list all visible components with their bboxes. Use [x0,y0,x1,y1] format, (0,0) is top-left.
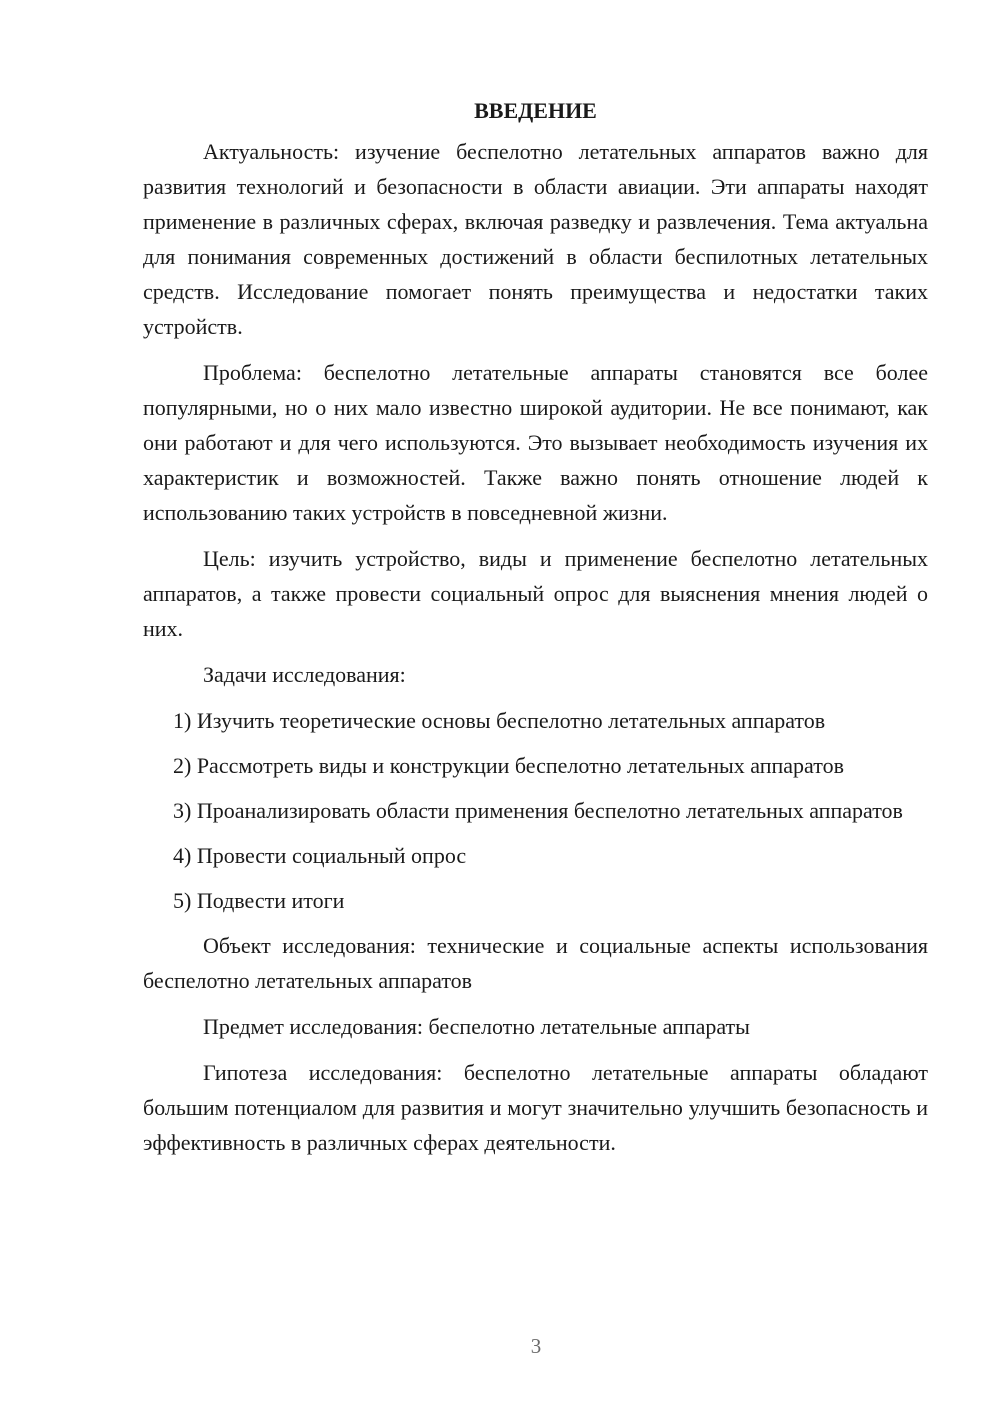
page-title: ВВЕДЕНИЕ [474,98,597,123]
goal-paragraph: Цель: изучить устройство, виды и применение беспелотно летательных аппаратов, а также провести социальный опрос для выяснения мнения людей о них. [143,546,928,641]
hypothesis-paragraph: Гипотеза исследования: беспелотно летательные аппараты обладают большим потенциалом для развития и могут значительно улучшить безопасность и эффективность в различных сферах деятельности. [143,1060,928,1155]
relevance-paragraph: Актуальность: изучение беспелотно летательных аппаратов важно для развития технологий и безопасности в области авиации. Эти аппараты находят применение в различных сферах, включая разведку и развлечения. Тема актуальна для понимания современных достижений в области беспилотных летательных средств. Исследование помогает понять преимущества и недостатки таких устройств. [143,139,928,339]
problem-paragraph: Проблема: беспелотно летательные аппараты становятся все более популярными, но о них мало известно широкой аудитории. Не все понимают, как они работают и для чего используются. Это вызывает необходимость изучения их характеристик и возможностей. Также важно понять отношение людей к использованию таких устройств в повседневной жизни. [143,360,928,525]
task-item-5: 5) Подвести итоги [173,888,345,913]
tasks-heading: Задачи исследования: [203,662,406,687]
document-page [143,96,928,1171]
subject-paragraph: Предмет исследования: беспелотно летательные аппараты [203,1014,750,1039]
task-item-4: 4) Провести социальный опрос [173,843,467,868]
task-item-2: 2) Рассмотреть виды и конструкции беспелотно летательных аппаратов [173,753,844,778]
task-item-3: 3) Проанализировать области применения беспелотно летательных аппаратов [173,798,903,823]
task-item-1: 1) Изучить теоретические основы беспелотно летательных аппаратов [173,708,826,733]
object-paragraph: Объект исследования: технические и социальные аспекты использования беспелотно летательных аппаратов [143,933,928,993]
page-number: 3 [530,1334,542,1358]
